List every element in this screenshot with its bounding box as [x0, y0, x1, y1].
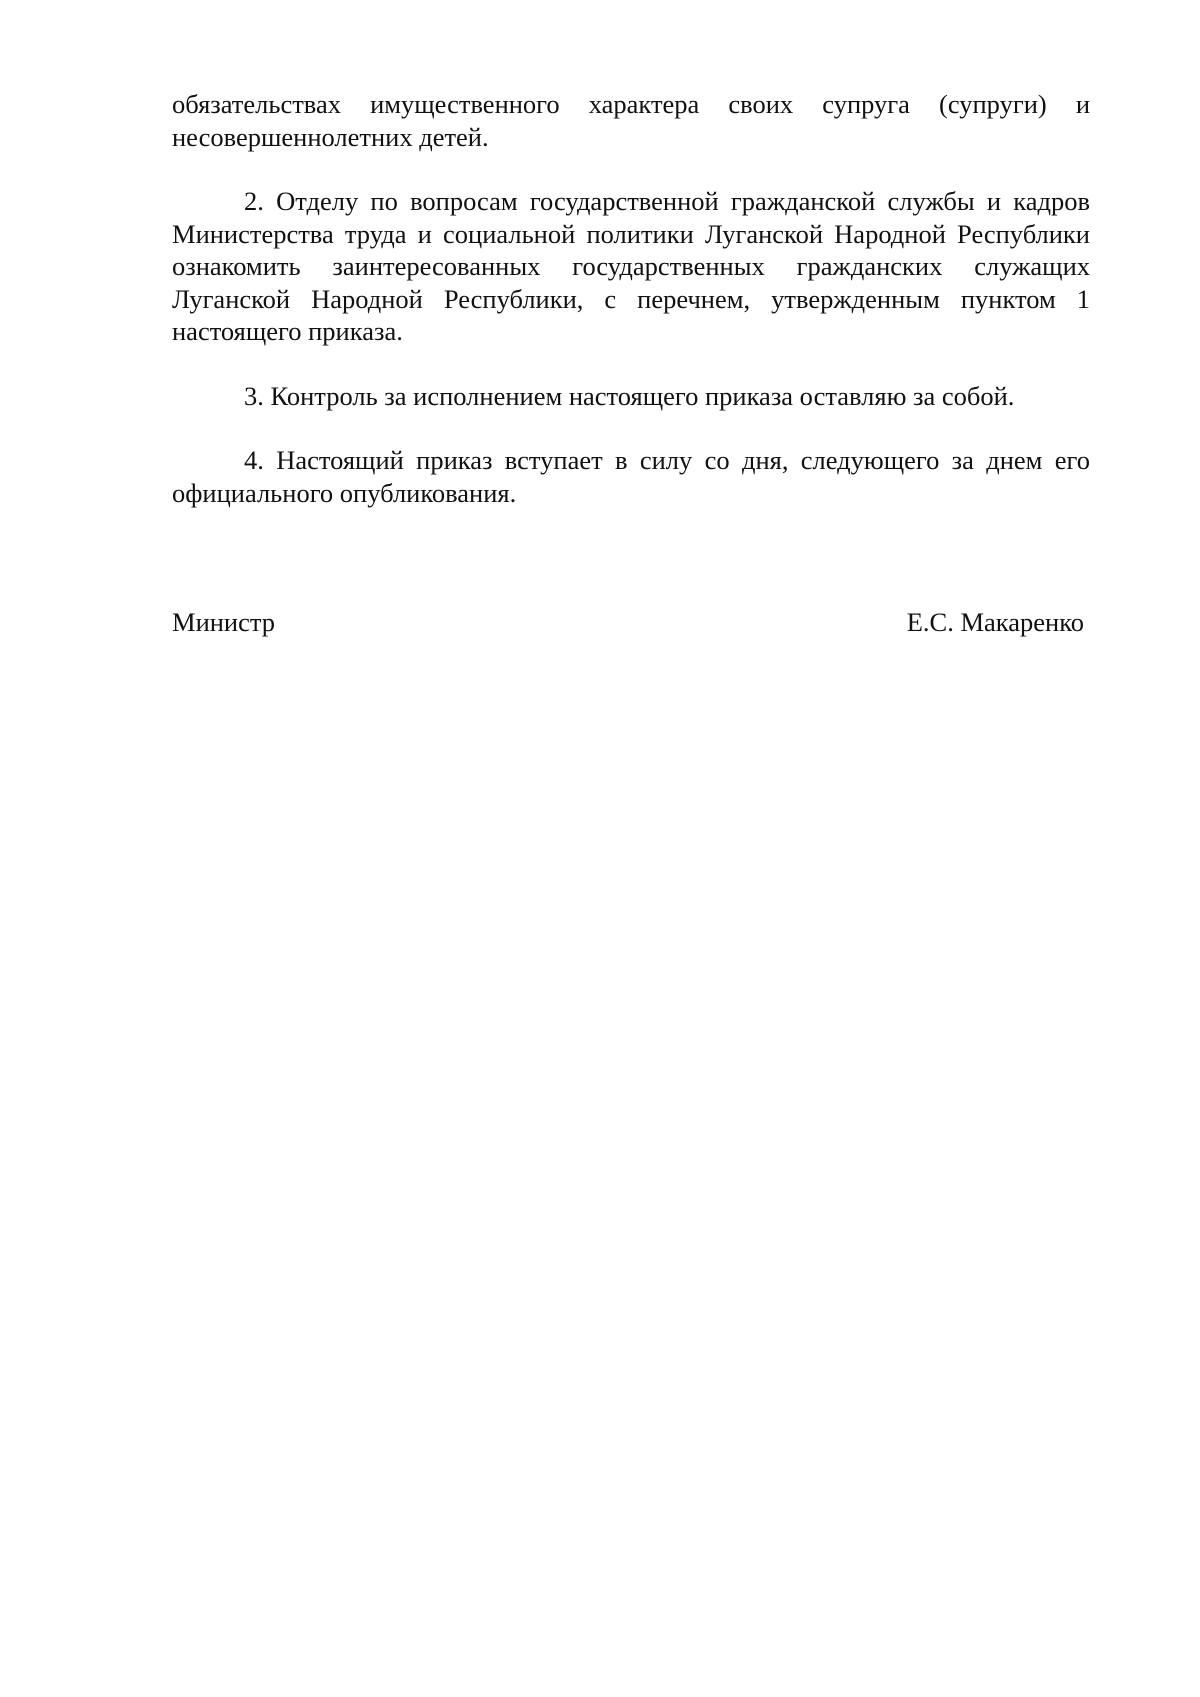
signatory-name: Е.С. Макаренко: [906, 607, 1084, 637]
paragraph-3: 3. Контроль за исполнением настоящего приказа оставляю за собой.: [244, 381, 1015, 411]
paragraph-2: 2. Отделу по вопросам государственной гражданской службы и кадров Министерства труда и социальной политики Луганской Народной Республики ознакомить заинтересованных государственных гражданских служащих Луганской Народной Республики, с перечнем, утвержденным пунктом 1 настоящего приказа.: [172, 186, 1090, 346]
paragraph-continuation: обязательствах имущественного характера своих супруга (супруги) и несовершеннолетних детей.: [172, 89, 1090, 152]
paragraph-4: 4. Настоящий приказ вступает в силу со дня, следующего за днем его официального опубликования.: [172, 445, 1090, 508]
signature-block: [172, 606, 1084, 639]
signatory-position: Министр: [172, 607, 276, 637]
